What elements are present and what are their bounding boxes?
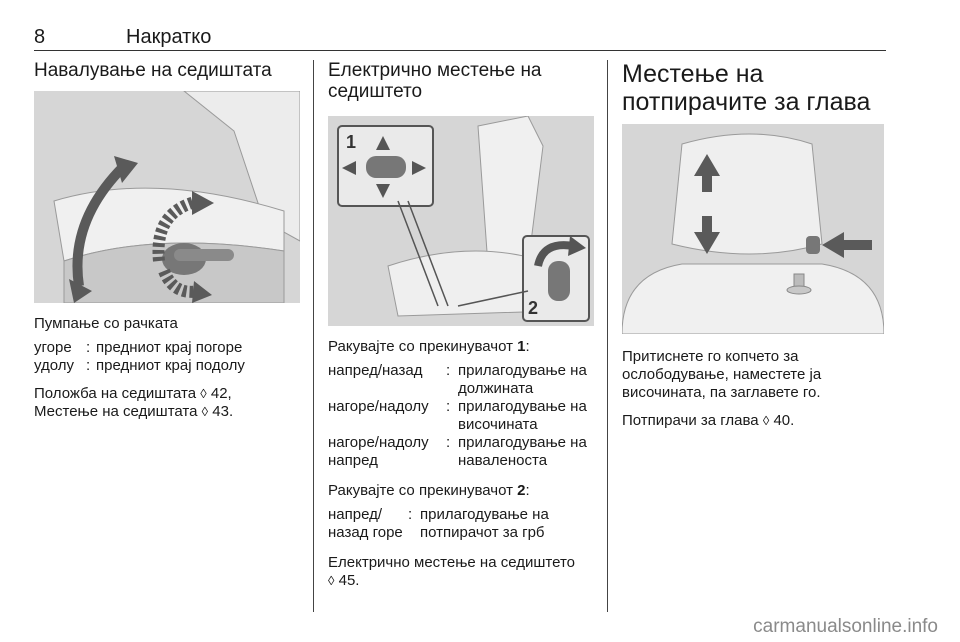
chapter-title: Накратко [126,26,212,48]
list-sep: : [86,339,91,356]
list-value: прилагодување на должината [458,362,587,397]
electric-seat-illustration [328,116,594,326]
list-sep: : [86,357,91,374]
seat-tilt-illustration [34,91,300,303]
ref-text: Потпирачи за глава [622,412,759,429]
page-number: 8 [34,26,46,48]
cross-reference [34,385,300,421]
watermark: carmanualsonline.info [753,616,938,637]
page-ref-arrow-icon: ◊ [201,404,209,419]
list-value: прилагодување на височината [458,398,587,433]
figure-label-1: 1 [346,132,357,152]
page-header [34,26,886,51]
column-divider [607,60,608,612]
section-title: Местење на потпирачите за глава [622,60,871,116]
list-key: угоре [34,339,72,356]
page-ref-arrow-icon: ◊ [762,413,770,428]
switch1-list [328,362,594,470]
head-restraint-illustration [622,124,884,334]
ref-text: Местење на седиштата [34,403,198,420]
column-head-restraint [622,60,888,430]
section-title: Навалување на седиштата [34,60,272,81]
list-sep: : [446,434,451,451]
ref-text: Положба на седиштата [34,385,197,402]
section-title: Електрично местење на седиштето [328,60,542,102]
list-key: удолу [34,357,75,374]
ref-page: 40. [773,412,795,429]
cross-reference [328,554,594,590]
seat-tilt-drawing [34,91,300,303]
column-electric-seat [328,60,594,590]
list-value: предниот крај подолу [96,357,245,374]
column-seat-tilt [34,60,300,421]
switch-intro-text: Ракувајте со прекинувачот [328,338,513,355]
ref-page: 43. [212,403,234,420]
switch-intro: Ракувајте со прекинувачот 2: [328,482,530,499]
switch-number: 1 [517,338,526,355]
list-sep: : [446,398,451,415]
ref-page: 45. [338,572,360,589]
switch-intro: Ракувајте со прекинувачот 1: [328,338,530,355]
list-key: напред/ назад горе [328,506,403,541]
figure-label-2: 2 [528,298,539,318]
list-value: прилагодување на наваленоста [458,434,587,469]
list-key: нагоре/надолу напред [328,434,429,469]
list-value: прилагодување на потпирачот за грб [420,506,549,541]
page-ref-arrow-icon: ◊ [328,573,335,588]
page-ref-arrow-icon: ◊ [200,386,207,401]
instruction-paragraph: Притиснете го копчето за ослободување, наместете ја височината, па заглавете го. [622,348,822,401]
electric-seat-drawing [328,116,594,326]
list-value: предниот крај погоре [96,339,243,356]
switch-number: 2 [517,482,526,499]
ref-text: Електрично местење на седиштето [328,554,575,571]
switch-intro-text: Ракувајте со прекинувачот [328,482,513,499]
cross-reference [622,412,888,430]
list-key: напред/назад [328,362,423,379]
switch2-list [328,506,594,542]
list-sep: : [446,362,451,379]
tilt-list [34,339,300,375]
figure-caption: Пумпање со рачката [34,315,178,332]
ref-page: 42, [210,385,232,402]
list-key: нагоре/надолу [328,398,429,415]
column-divider [313,60,314,612]
head-restraint-drawing [622,124,884,334]
list-sep: : [408,506,413,523]
